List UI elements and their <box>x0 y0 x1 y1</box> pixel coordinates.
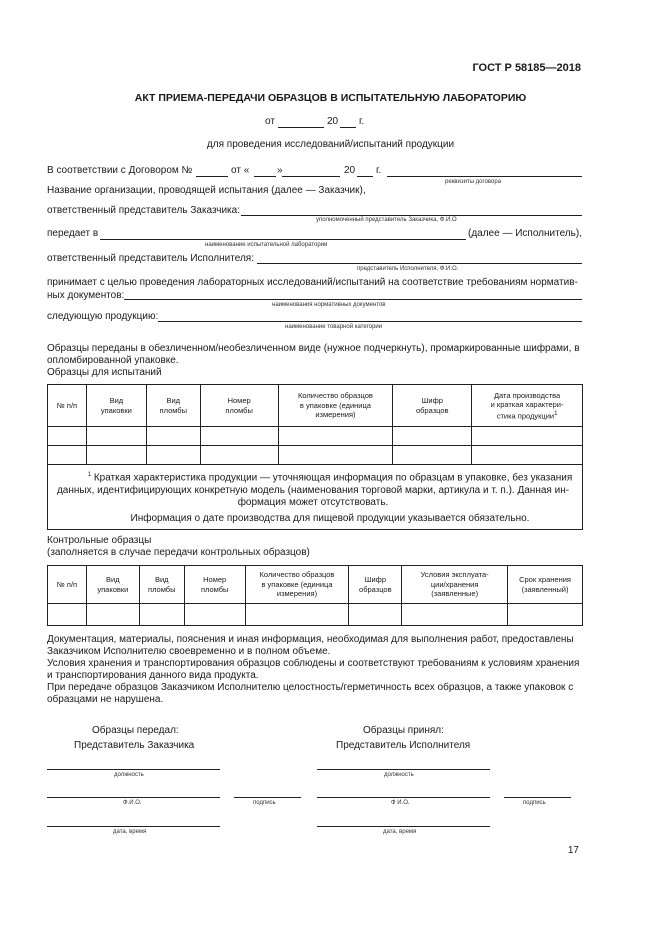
contract-details-blank <box>387 176 582 177</box>
products-caption: наименование товарной категории <box>285 324 383 330</box>
control-title: Контрольные образцы <box>47 535 152 546</box>
footnote-line: формация может отсутствовать. <box>237 497 389 509</box>
date-year-label: 20 <box>327 116 339 127</box>
samples-note <box>47 343 583 379</box>
date-blank <box>278 127 324 128</box>
left-signature-title: Образцы передал: <box>92 725 179 736</box>
laboratory-blank <box>100 239 466 240</box>
samples-table <box>47 384 583 530</box>
right-datetime-caption: дата, время <box>383 829 417 835</box>
right-signature-role: Представитель Исполнителя <box>336 740 471 751</box>
header-cell: Дата производства и краткая характери- стика продукции$^1$ <box>472 385 583 427</box>
table-row <box>48 446 583 465</box>
contract-month-blank <box>282 176 340 177</box>
header-cell: Шифр образцов <box>393 385 472 427</box>
table-row <box>48 604 583 626</box>
products-label: следующую продукцию: <box>47 311 159 322</box>
left-name-blank <box>47 797 220 798</box>
standard-number: ГОСТ Р 58185—2018 <box>472 62 581 74</box>
document-title: АКТ ПРИЕМА-ПЕРЕДАЧИ ОБРАЗЦОВ В ИСПЫТАТЕЛЬНУЮ ЛАБОРАТОРИЮ <box>134 92 527 104</box>
footnote-ref: 1 <box>554 410 558 417</box>
left-signature-blank <box>234 797 301 798</box>
control-subtitle: (заполняется в случае передачи контрольных образцов) <box>47 547 310 558</box>
left-position-blank <box>47 769 220 770</box>
samples-note-line2: опломбированной упаковке. <box>47 355 179 366</box>
table-row <box>48 427 583 446</box>
closing-line: Документация, материалы, пояснения и иная информация, необходимая для выполнения работ, предоставлены <box>47 634 574 645</box>
closing-text <box>47 634 583 706</box>
closing-line: Заказчиком Исполнителю своевременно и в полном объеме. <box>47 646 331 657</box>
purpose-line: для проведения исследований/испытаний продукции <box>206 139 455 150</box>
header-cell: Номер пломбы <box>184 566 245 604</box>
right-signature-blank <box>504 797 571 798</box>
right-name-caption: Ф И.О. <box>391 800 410 806</box>
left-datetime-blank <box>47 826 220 827</box>
contract-number-blank <box>196 176 228 177</box>
contract-year: 20 <box>344 165 356 176</box>
control-samples-table <box>47 565 583 626</box>
header-cell: Количество образцов в упаковке (единица измерения) <box>245 566 349 604</box>
right-name-blank <box>317 797 490 798</box>
header-cell: Вид пломбы <box>146 385 200 427</box>
right-signature-title: Образцы принял: <box>363 725 444 736</box>
customer-rep-caption: уполномоченный представитель Заказчика, Ф.И.О <box>316 217 457 223</box>
header-cell: Вид упаковки <box>86 385 146 427</box>
right-position-caption: должность <box>384 772 414 778</box>
table-footnote <box>48 465 583 530</box>
footnote-line: $^1$ Краткая характеристика продукции — уточняющая информация по образцам в упаковке, без указания <box>87 472 573 484</box>
footnote-extra: Информация о дате производства для пищевой продукции указывается обязательно. <box>130 512 530 524</box>
closing-line: и транспортирования данного вида продукта. <box>47 670 259 681</box>
contract-day-blank <box>254 176 276 177</box>
contract-year-blank <box>357 176 373 177</box>
documents-blank <box>124 299 582 300</box>
header-cell: Шифр образцов <box>349 566 402 604</box>
header-cell: № п/п <box>48 566 87 604</box>
date-suffix: г. <box>359 116 365 127</box>
closing-line: При передаче образцов Заказчиком Исполнителю целостность/герметичность всех образцов, а также упаковок с <box>47 682 574 693</box>
page-number: 17 <box>567 845 579 856</box>
contract-suffix: г. <box>376 165 382 176</box>
right-datetime-blank <box>317 826 490 827</box>
header-cell: Вид пломбы <box>139 566 184 604</box>
transfers-label: передает в <box>47 228 99 239</box>
table-header-row <box>48 385 583 427</box>
contract-caption: реквизиты договора <box>445 179 502 185</box>
closing-line: Условия хранения и транспортирования образцов соблюдены и соответствуют требованиям к условиям хранения <box>47 658 580 669</box>
accepts-line2: ных документов: <box>47 290 125 301</box>
left-datetime-caption: дата, время <box>113 829 147 835</box>
samples-note-line1: Образцы переданы в обезличенном/необезличенном виде (нужное подчеркнуть), промаркированные шифрами, в <box>47 343 580 354</box>
customer-rep-label: ответственный представитель Заказчика: <box>47 205 240 216</box>
control-samples-heading <box>47 535 583 559</box>
table-footnote-row <box>48 465 583 530</box>
executor-rep-caption: представитель Исполнителя, Ф.И.О. <box>357 266 459 272</box>
accepts-line1: принимает с целью проведения лабораторных исследований/испытаний на соответствие требованиям норматив- <box>47 277 578 288</box>
executor-rep-blank <box>257 263 582 264</box>
laboratory-caption: наименование испытательной лаборатории <box>205 242 328 248</box>
left-signature-role: Представитель Заказчика <box>74 740 195 751</box>
footnote-line: данных, идентифицирующих конкретную модель (наименования торговой марки, артикула и т. п.). Данная ин- <box>56 484 570 496</box>
left-position-caption: должность <box>114 772 144 778</box>
left-name-caption: Ф.И.О. <box>123 800 142 806</box>
transfers-suffix: (далее — Исполнитель), <box>468 228 582 239</box>
header-cell: Номер пломбы <box>200 385 278 427</box>
contract-from: от « <box>231 165 250 176</box>
products-blank <box>158 321 582 322</box>
contract-label: В соответствии с Договором № <box>47 165 193 176</box>
samples-note-line3: Образцы для испытаний <box>47 367 162 378</box>
date-from-label: от <box>265 116 275 127</box>
contract-close-quote: » <box>277 165 283 176</box>
right-position-blank <box>317 769 490 770</box>
right-signature-caption: подпись <box>523 800 546 806</box>
customer-org-label: Название организации, проводящей испытания (далее — Заказчик), <box>47 185 366 196</box>
header-cell: Срок хранения (заявленный) <box>508 566 583 604</box>
customer-rep-blank <box>241 215 582 216</box>
documents-caption: наименования нормативных документов <box>272 302 386 308</box>
header-cell: Количество образцов в упаковке (единица измерения) <box>278 385 393 427</box>
header-cell: Вид упаковки <box>86 566 139 604</box>
table-header-row <box>48 566 583 604</box>
executor-rep-label: ответственный представитель Исполнителя: <box>47 253 254 264</box>
header-cell: Условия эксплуата- ции/хранения (заявленные) <box>402 566 508 604</box>
year-blank <box>340 127 356 128</box>
left-signature-caption: подпись <box>253 800 276 806</box>
closing-line: образцами не нарушена. <box>47 694 164 705</box>
header-cell: № п/п <box>48 385 87 427</box>
